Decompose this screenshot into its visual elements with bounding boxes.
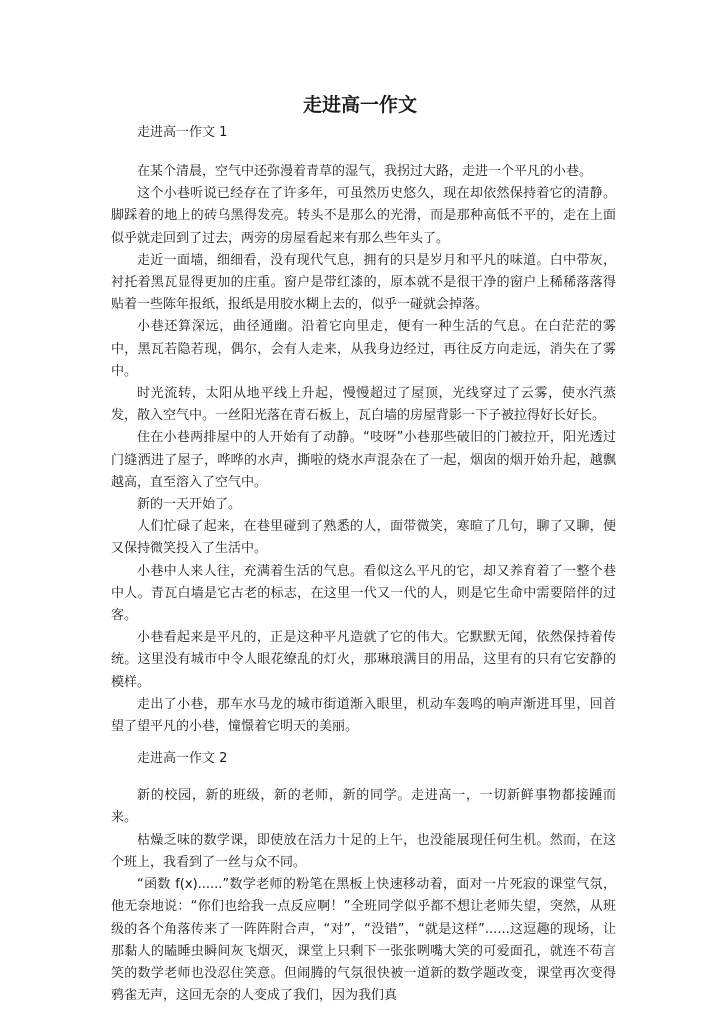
paragraph: 小巷看起来是平凡的，正是这种平凡造就了它的伟大。它默默无闻，依然保持着传统。这里没有城市中令人眼花缭乱的灯火，那琳琅满目的用品，这里有的只有它安静的模样。 xyxy=(111,630,616,690)
paragraph: 走出了小巷，那车水马龙的城市街道渐入眼里，机动车轰鸣的响声渐进耳里，回首望了望平凡的小巷，憧憬着它明天的美丽。 xyxy=(111,696,616,735)
paragraph: “函数 f(x)......”数学老师的粉笔在黑板上快速移动着，面对一片死寂的课堂气氛，他无奈地说：“你们也给我一点反应啊！”全班同学似乎都不想让老师失望，突然，从班级的各个角落传来了一阵阵附合声，“对”，“没错”，“就是这样”......这逗趣的现场，让那黏人的瞌睡虫瞬间灰飞烟灭，课堂上只剩下一张张咧嘴大笑的可爱面孔，就连不苟言笑的数学老师也没忍住笑意。但闹腾的气氛很快被一道新的数学题改变，课堂再次变得鸦雀无声，这回无奈的人变成了我们，因为我们真 xyxy=(111,877,616,1004)
paragraph: 住在小巷两排屋中的人开始有了动静。“吱呀”小巷那些破旧的门被拉开，阳光透过门缝洒进了屋子，哗哗的水声，撕啦的烧水声混杂在了一起，烟囱的烟开始升起，越飘越高，直至溶入了空气中。 xyxy=(111,430,616,490)
paragraph: 新的校园，新的班级，新的老师，新的同学。走进高一，一切新鲜事物都接踵而来。 xyxy=(111,788,616,826)
paragraph: 枯燥乏味的数学课，即使放在活力十足的上午，也没能展现任何生机。然而，在这个班上，我看到了一丝与众不同。 xyxy=(111,832,616,870)
paragraph: 这个小巷听说已经存在了许多年，可虽然历史悠久，现在却依然保持着它的清静。脚踩着的地上的砖乌黑得发亮。转头不是那么的光滑，而是那种高低不平的，走在上面似乎就走回到了过去，两旁的房屋看起来有那么些年头了。 xyxy=(111,186,616,246)
paragraph: 新的一天开始了。 xyxy=(137,497,242,513)
document-body xyxy=(111,122,616,1007)
section-heading: 走进高一作文 1 xyxy=(137,125,228,140)
paragraph: 走近一面墙，细细看，没有现代气息，拥有的只是岁月和平凡的味道。白中带灰，衬托着黑瓦显得更加的庄重。窗户是带红漆的，原本就不是很干净的窗户上稀稀落落得贴着一些陈年报纸，报纸是用胶水糊上去的，似乎一碰就会掉落。 xyxy=(111,252,616,313)
paragraph: 人们忙碌了起来，在巷里碰到了熟悉的人，面带微笑，寒暄了几句，聊了又聊，便又保持微笑投入了生活中。 xyxy=(111,519,616,557)
paragraph: 小巷还算深远，曲径通幽。沿着它向里走，便有一种生活的气息。在白茫茫的雾中，黑瓦若隐若现，偶尔，会有人走来，从我身边经过，再往反方向走远，消失在了雾中。 xyxy=(111,319,616,379)
paragraph: 小巷中人来人往，充满着生活的气息。看似这么平凡的它，却又养育着了一整个巷中人。青瓦白墙是它古老的标志，在这里一代又一代的人，则是它生命中需要陪伴的过客。 xyxy=(111,563,616,624)
paragraph: 时光流转，太阳从地平线上升起，慢慢超过了屋顶，光线穿过了云雾，使水汽蒸发，散入空气中。一丝阳光落在青石板上，瓦白墙的房屋背影一下子被拉得好长好长。 xyxy=(111,386,616,424)
section-heading: 走进高一作文 2 xyxy=(137,751,228,767)
document-title: 走进高一作文 xyxy=(302,94,417,116)
paragraph: 在某个清晨，空气中还弥漫着青草的湿气，我拐过大路，走进一个平凡的小巷。 xyxy=(137,164,593,179)
